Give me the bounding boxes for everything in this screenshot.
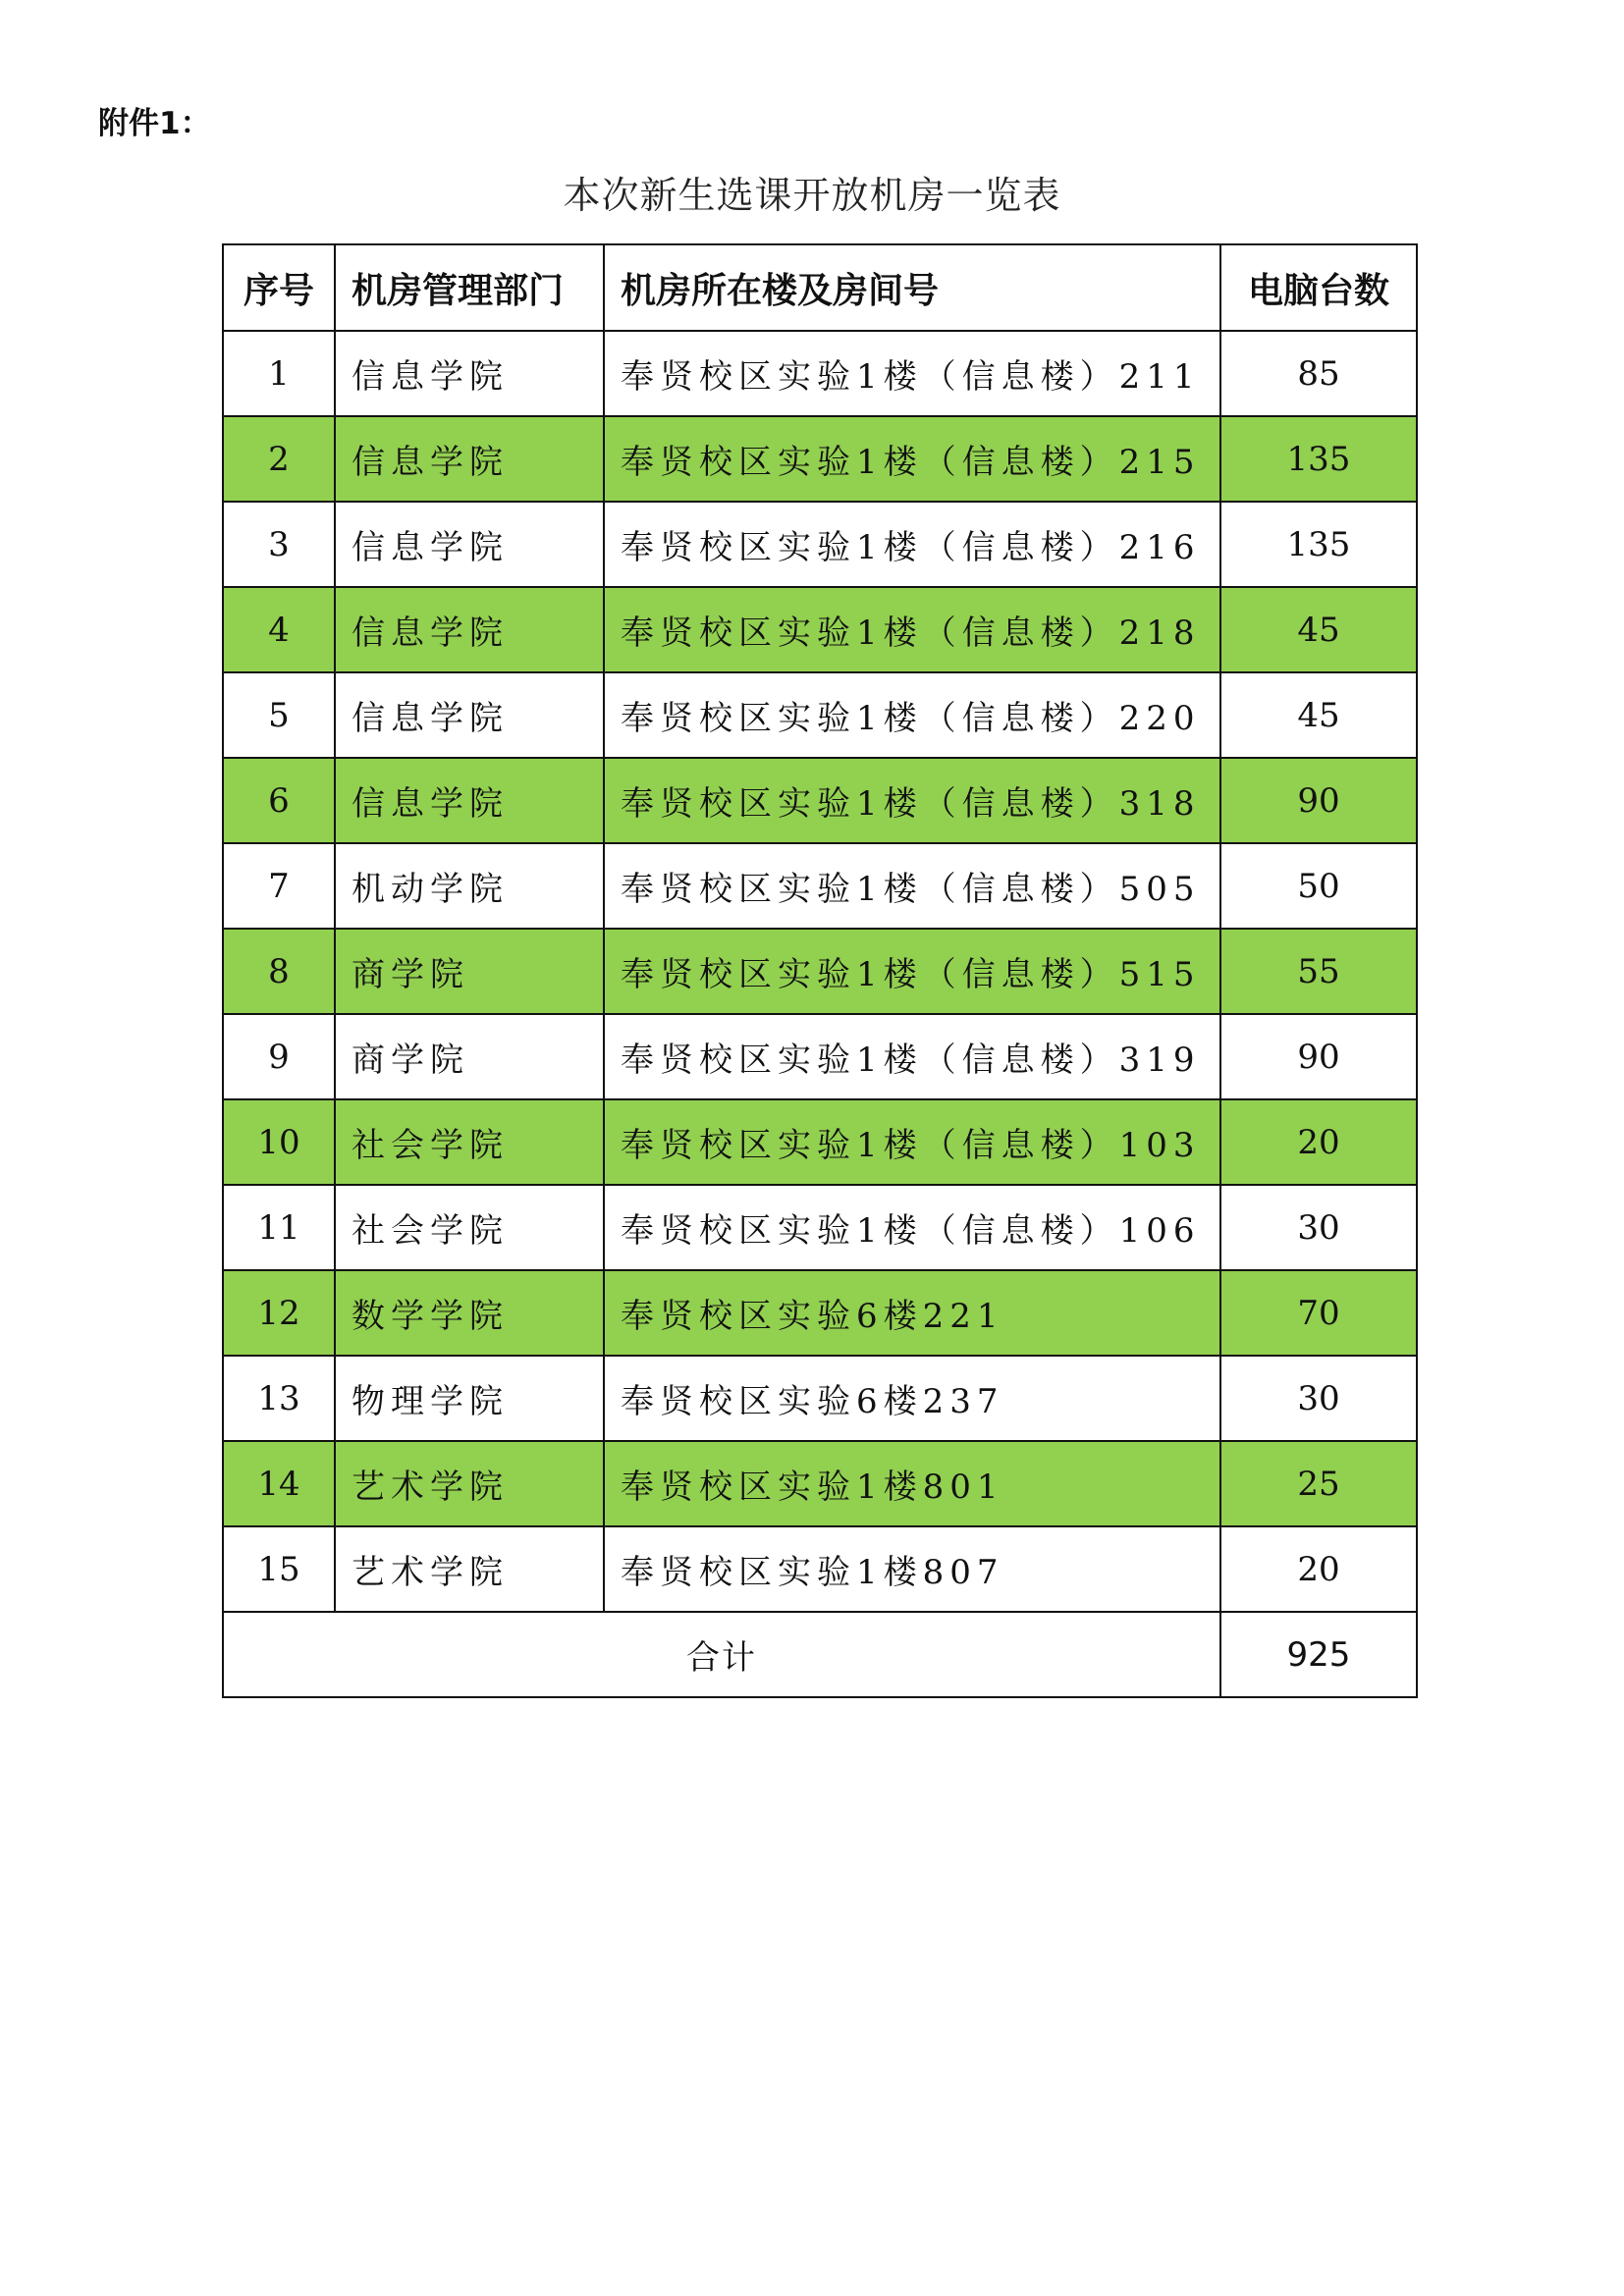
- cell-index: 3: [223, 502, 335, 587]
- page-title: 本次新生选课开放机房一览表: [563, 174, 1061, 217]
- table-row: [223, 1270, 1417, 1356]
- cell-count: 135: [1220, 502, 1417, 587]
- cell-department: 商学院: [335, 1014, 604, 1099]
- cell-index: 1: [223, 331, 335, 416]
- cell-department: 物理学院: [335, 1356, 604, 1441]
- cell-location: 奉贤校区实验1楼（信息楼）103: [604, 1099, 1220, 1185]
- cell-department: 信息学院: [335, 416, 604, 502]
- cell-count: 30: [1220, 1185, 1417, 1270]
- total-row: [223, 1612, 1417, 1697]
- computer-room-table: [222, 243, 1418, 1698]
- cell-department: 信息学院: [335, 672, 604, 758]
- header-location: 机房所在楼及房间号: [604, 244, 1220, 331]
- cell-count: 25: [1220, 1441, 1417, 1526]
- cell-count: 85: [1220, 331, 1417, 416]
- cell-count: 90: [1220, 1014, 1417, 1099]
- total-label: 合计: [223, 1612, 1220, 1697]
- cell-index: 10: [223, 1099, 335, 1185]
- cell-department: 艺术学院: [335, 1526, 604, 1612]
- table-row: [223, 502, 1417, 587]
- cell-location: 奉贤校区实验1楼（信息楼）319: [604, 1014, 1220, 1099]
- cell-index: 5: [223, 672, 335, 758]
- cell-department: 数学学院: [335, 1270, 604, 1356]
- cell-location: 奉贤校区实验1楼（信息楼）106: [604, 1185, 1220, 1270]
- cell-index: 2: [223, 416, 335, 502]
- table-row: [223, 758, 1417, 843]
- cell-count: 50: [1220, 843, 1417, 929]
- cell-index: 13: [223, 1356, 335, 1441]
- table-row: [223, 587, 1417, 672]
- cell-location: 奉贤校区实验1楼（信息楼）505: [604, 843, 1220, 929]
- header-computer-count: 电脑台数: [1220, 244, 1417, 331]
- table-row: [223, 1014, 1417, 1099]
- table-row: [223, 672, 1417, 758]
- cell-count: 70: [1220, 1270, 1417, 1356]
- cell-count: 30: [1220, 1356, 1417, 1441]
- cell-index: 12: [223, 1270, 335, 1356]
- cell-count: 135: [1220, 416, 1417, 502]
- cell-count: 20: [1220, 1526, 1417, 1612]
- cell-location: 奉贤校区实验1楼（信息楼）215: [604, 416, 1220, 502]
- attachment-label: 附件1：: [98, 106, 211, 141]
- cell-index: 4: [223, 587, 335, 672]
- cell-location: 奉贤校区实验1楼（信息楼）515: [604, 929, 1220, 1014]
- cell-department: 信息学院: [335, 758, 604, 843]
- cell-index: 6: [223, 758, 335, 843]
- cell-department: 信息学院: [335, 587, 604, 672]
- cell-count: 45: [1220, 587, 1417, 672]
- cell-location: 奉贤校区实验1楼（信息楼）220: [604, 672, 1220, 758]
- cell-location: 奉贤校区实验1楼（信息楼）218: [604, 587, 1220, 672]
- cell-location: 奉贤校区实验1楼801: [604, 1441, 1220, 1526]
- cell-index: 8: [223, 929, 335, 1014]
- table-row: [223, 929, 1417, 1014]
- cell-department: 社会学院: [335, 1185, 604, 1270]
- table-header-row: [223, 244, 1417, 331]
- cell-location: 奉贤校区实验1楼（信息楼）211: [604, 331, 1220, 416]
- table-row: [223, 416, 1417, 502]
- cell-department: 信息学院: [335, 502, 604, 587]
- cell-department: 社会学院: [335, 1099, 604, 1185]
- cell-index: 14: [223, 1441, 335, 1526]
- cell-department: 商学院: [335, 929, 604, 1014]
- cell-count: 90: [1220, 758, 1417, 843]
- header-index: 序号: [223, 244, 335, 331]
- total-value: 925: [1220, 1612, 1417, 1697]
- cell-index: 15: [223, 1526, 335, 1612]
- cell-count: 20: [1220, 1099, 1417, 1185]
- cell-location: 奉贤校区实验1楼（信息楼）318: [604, 758, 1220, 843]
- table-row: [223, 1356, 1417, 1441]
- cell-location: 奉贤校区实验6楼237: [604, 1356, 1220, 1441]
- cell-index: 11: [223, 1185, 335, 1270]
- cell-location: 奉贤校区实验1楼807: [604, 1526, 1220, 1612]
- cell-location: 奉贤校区实验1楼（信息楼）216: [604, 502, 1220, 587]
- cell-index: 7: [223, 843, 335, 929]
- cell-count: 55: [1220, 929, 1417, 1014]
- cell-count: 45: [1220, 672, 1417, 758]
- cell-index: 9: [223, 1014, 335, 1099]
- cell-department: 机动学院: [335, 843, 604, 929]
- table-row: [223, 1526, 1417, 1612]
- cell-department: 信息学院: [335, 331, 604, 416]
- cell-department: 艺术学院: [335, 1441, 604, 1526]
- header-department: 机房管理部门: [335, 244, 604, 331]
- table-row: [223, 1441, 1417, 1526]
- table-row: [223, 1099, 1417, 1185]
- table-row: [223, 843, 1417, 929]
- table-row: [223, 331, 1417, 416]
- cell-location: 奉贤校区实验6楼221: [604, 1270, 1220, 1356]
- table-row: [223, 1185, 1417, 1270]
